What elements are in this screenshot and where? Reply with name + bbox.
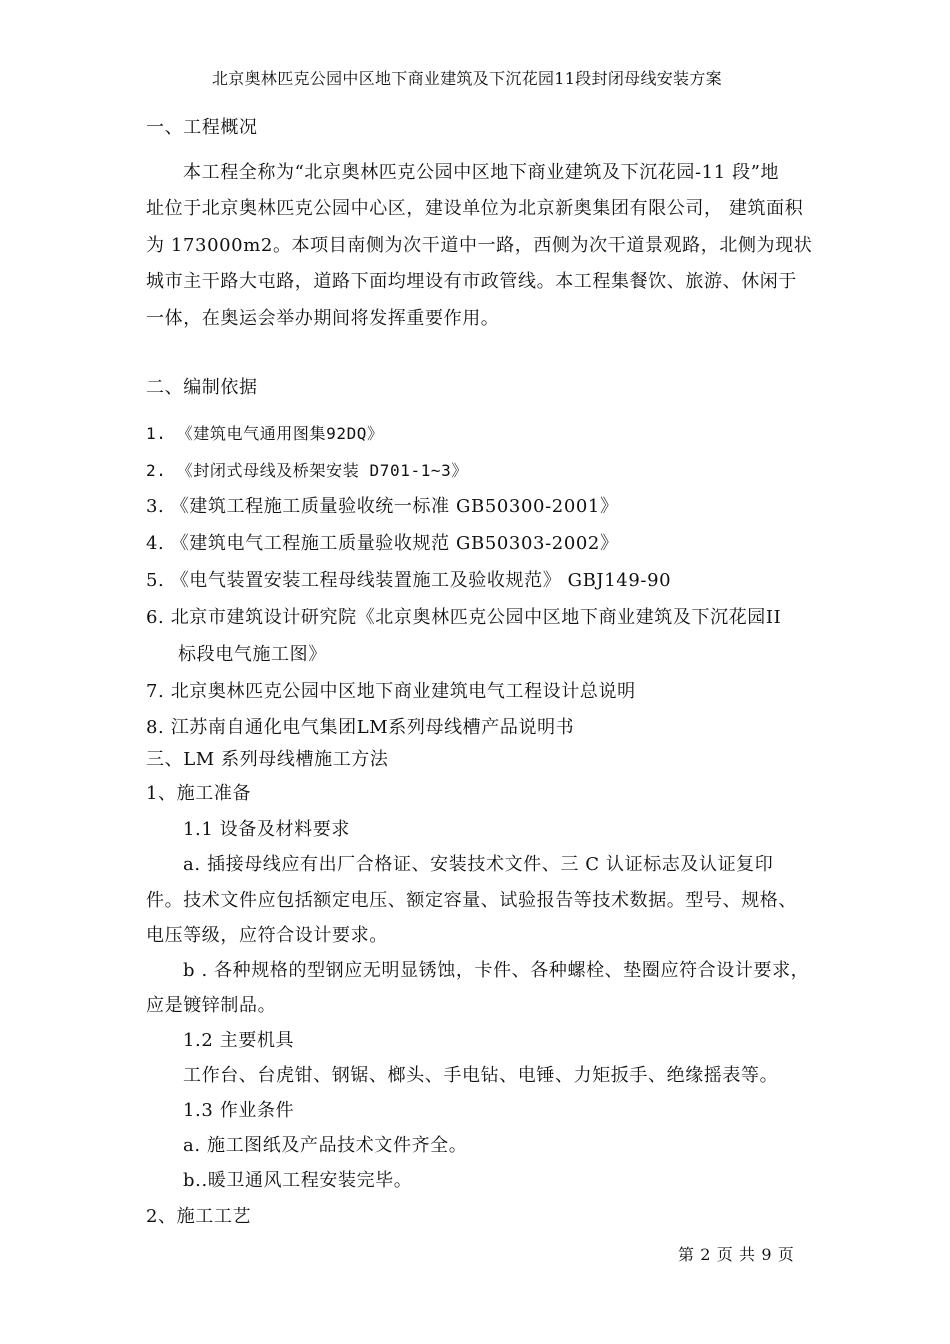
subsection-heading-tools: 1.2 主要机具 [183,1030,295,1051]
condition-a: a. 施工图纸及产品技术文件齐全。 [183,1135,468,1156]
basis-list-item: 5. 《电气装置安装工程母线装置施工及验收规范》 GBJ149-90 [146,570,672,591]
condition-b: b..暖卫通风工程安装完毕。 [183,1170,413,1191]
basis-list-item: 3. 《建筑工程施工质量验收统一标准 GB50300-2001》 [146,496,619,517]
subsection-heading-conditions: 1.3 作业条件 [183,1100,295,1121]
subsection-heading-materials: 1.1 设备及材料要求 [183,819,350,840]
section-heading-overview: 一、工程概况 [146,117,258,138]
overview-paragraph-line: 为 173000m2。本项目南侧为次干道中一路，西侧为次干道景观路，北侧为现状 [146,235,813,256]
materials-a-line: 电压等级，应符合设计要求。 [146,925,388,946]
subsection-heading-process: 2、施工工艺 [146,1206,252,1227]
overview-paragraph-line: 城市主干路大屯路，道路下面均埋设有市政管线。本工程集餐饮、旅游、休闲于 [146,271,797,292]
basis-list-item: 7. 北京奥林匹克公园中区地下商业建筑电气工程设计总说明 [146,681,636,702]
basis-list-item: 2. 《封闭式母线及桥架安装 D701-1~3》 [146,461,468,480]
basis-list-item-continuation: 标段电气施工图》 [178,644,327,665]
basis-list-item: 8. 江苏南自通化电气集团LM系列母线槽产品说明书 [146,717,575,738]
overview-paragraph-line: 一体，在奥运会举办期间将发挥重要作用。 [146,308,500,329]
section-heading-basis: 二、编制依据 [146,377,258,398]
materials-a-line: 件。技术文件应包括额定电压、额定容量、试验报告等技术数据。型号、规格、 [146,890,797,911]
materials-a-line: a. 插接母线应有出厂合格证、安装技术文件、三 C 认证标志及认证复印 [183,854,774,875]
subsection-heading-prep: 1、施工准备 [146,783,252,804]
tools-list: 工作台、台虎钳、钢锯、榔头、手电钻、电锤、力矩扳手、绝缘摇表等。 [183,1065,779,1086]
overview-paragraph-line: 址位于北京奥林匹克公园中心区，建设单位为北京新奥集团有限公司， 建筑面积 [146,198,804,219]
page-number-footer: 第 2 页 共 9 页 [678,1245,795,1264]
page-header-title: 北京奥林匹克公园中区地下商业建筑及下沉花园11段封闭母线安装方案 [212,69,722,88]
basis-list-item: 4. 《建筑电气工程施工质量验收规范 GB50303-2002》 [146,533,619,554]
basis-list-item: 1. 《建筑电气通用图集92DQ》 [146,424,384,443]
section-heading-method: 三、LM 系列母线槽施工方法 [146,749,389,770]
materials-b-line: b . 各种规格的型钢应无明显锈蚀，卡件、各种螺栓、垫圈应符合设计要求， [183,960,810,981]
basis-list-item: 6. 北京市建筑设计研究院《北京奥林匹克公园中区地下商业建筑及下沉花园II [146,607,782,628]
overview-paragraph-line: 本工程全称为“北京奥林匹克公园中区地下商业建筑及下沉花园-11 段”地 [183,162,780,183]
materials-b-line: 应是镀锌制品。 [146,995,277,1016]
